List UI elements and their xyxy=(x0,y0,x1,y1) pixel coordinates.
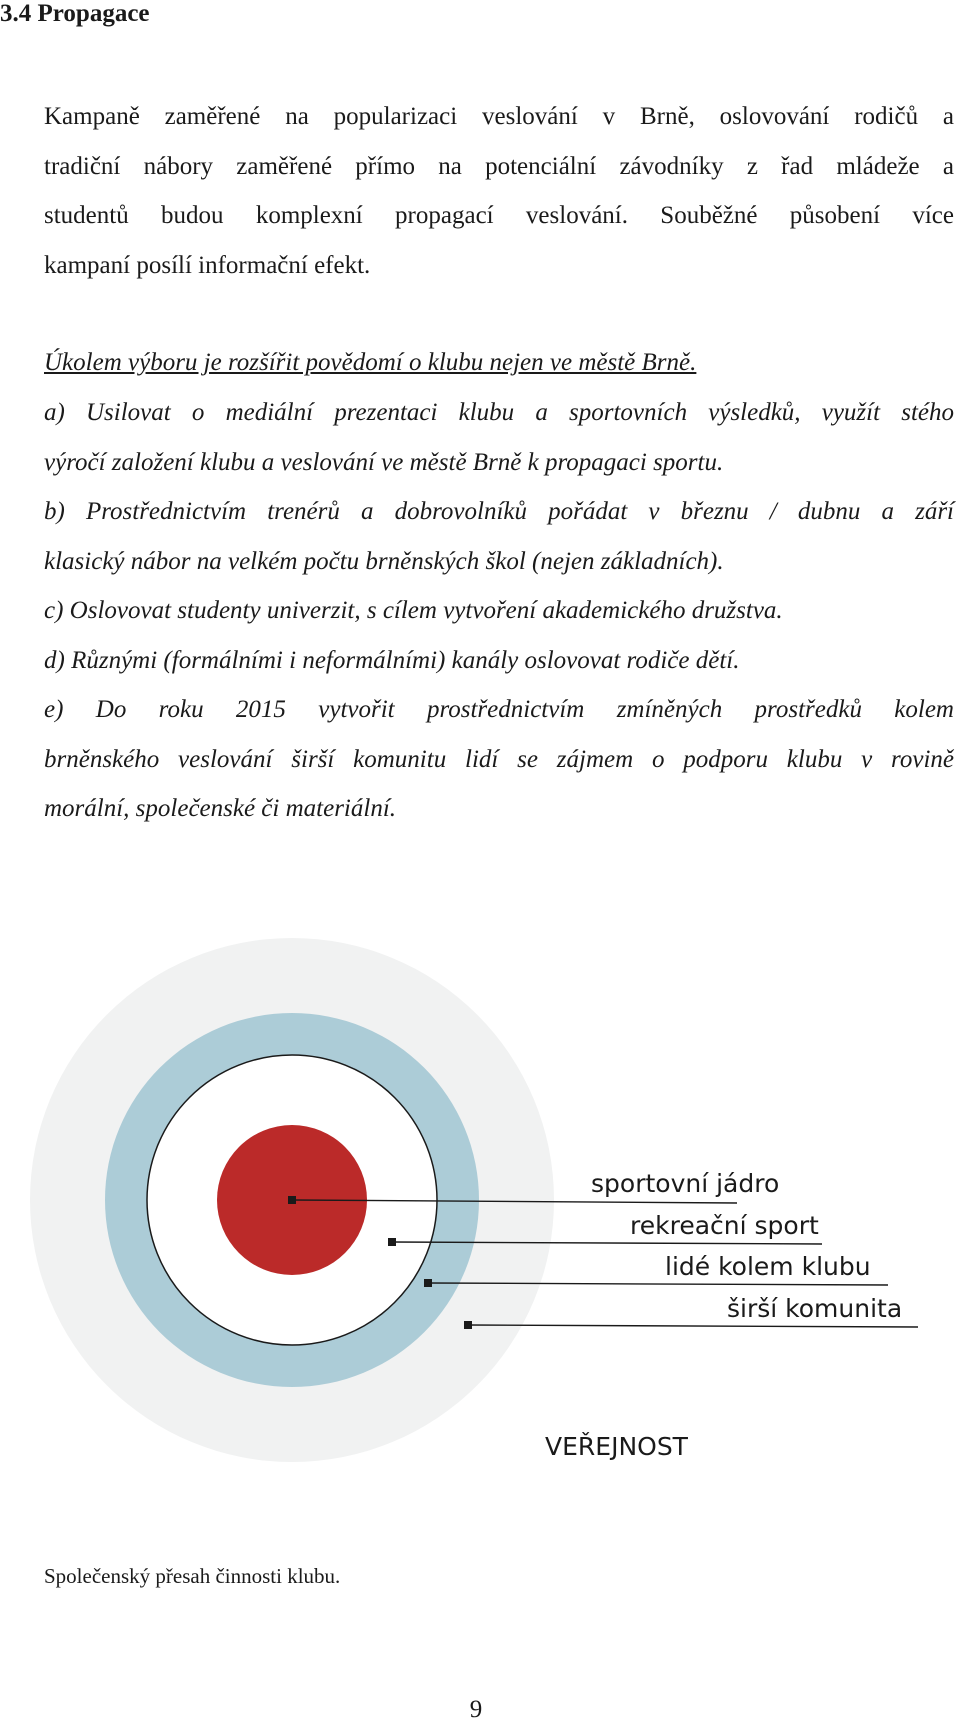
goal-line: e) Do roku 2015 vytvořit prostřednictvím zmíněných prostředků kolem xyxy=(44,696,954,723)
intro-line: kampaní posílí informační efekt. xyxy=(44,251,371,279)
figure-caption: Společenský přesah činnosti klubu. xyxy=(44,1564,341,1588)
community-marker xyxy=(464,1321,472,1329)
intro-paragraph xyxy=(44,92,954,290)
goal-line: brněnského veslování širší komunitu lidí se zájmem o podporu klubu v rovině xyxy=(44,745,954,773)
community-leader-line xyxy=(468,1325,918,1327)
core-marker xyxy=(288,1196,296,1204)
circles-diagram xyxy=(0,930,960,1490)
intro-line: studentů budou komplexní propagací veslování. Souběžné působení více xyxy=(44,202,954,229)
goal-line: a) Usilovat o mediální prezentaci klubu a sportovních výsledků, využít stého xyxy=(44,399,954,426)
label-recreational: rekreační sport xyxy=(630,1211,819,1240)
label-public: VEŘEJNOST xyxy=(545,1432,688,1461)
club-people-marker xyxy=(424,1279,432,1287)
goal-line: b) Prostřednictvím trenérů a dobrovolníků pořádat v březnu / dubnu a září xyxy=(44,498,954,525)
goal-item-e xyxy=(44,685,954,834)
section-heading: 3.4 Propagace xyxy=(0,0,150,27)
goal-item-b xyxy=(44,487,954,586)
goal-line: morální, společenské či materiální. xyxy=(44,795,397,822)
goals-title: Úkolem výboru je rozšířit povědomí o klubu nejen ve městě Brně. xyxy=(44,349,697,376)
recreational-marker xyxy=(388,1238,396,1246)
goal-line: výročí založení klubu a veslování ve městě Brně k propagaci sportu. xyxy=(44,448,724,476)
goal-line: d) Různými (formálními i neformálními) kanály oslovovat rodiče dětí. xyxy=(44,646,740,674)
goal-line: c) Oslovovat studenty univerzit, s cílem vytvoření akademického družstva. xyxy=(44,597,783,624)
page-number: 9 xyxy=(469,1696,483,1723)
goal-item-d xyxy=(44,636,954,686)
label-club-people: lidé kolem klubu xyxy=(665,1252,871,1281)
goals-list xyxy=(44,388,954,834)
label-community: širší komunita xyxy=(727,1294,903,1323)
goal-item-a xyxy=(44,388,954,487)
intro-line: tradiční nábory zaměřené přímo na potenciální závodníky z řad mládeže a xyxy=(44,152,954,180)
goal-item-c xyxy=(44,586,954,636)
goal-line: klasický nábor na velkém počtu brněnských škol (nejen základních). xyxy=(44,547,724,575)
intro-line: Kampaně zaměřené na popularizaci veslování v Brně, oslovování rodičů a xyxy=(44,103,954,130)
label-core: sportovní jádro xyxy=(591,1169,780,1198)
